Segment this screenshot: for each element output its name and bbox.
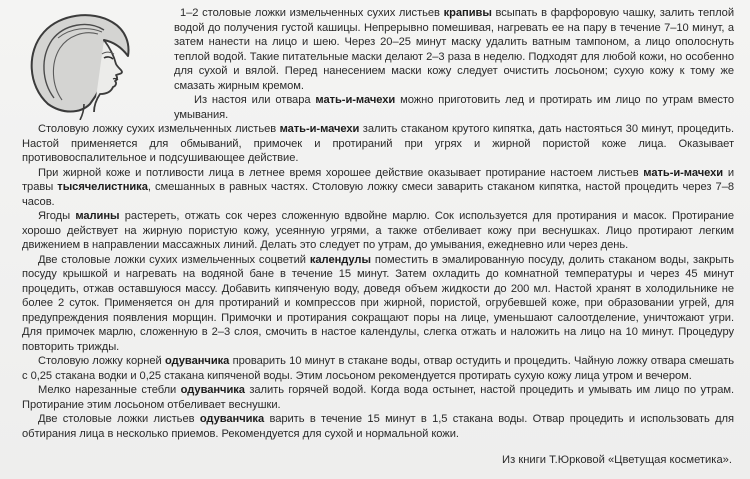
herb-name: одуванчика: [165, 355, 230, 367]
text: варить в течение 15 минут в 1,5 стакана воды. Отвар процедить и использовать для обтирания лица в несколько приемов. Рекомендуется для сухой и нормальной кожи.: [22, 413, 734, 440]
text: поместить в эмалированную посуду, долить стаканом воды, закрыть посуду крышкой и нагревать на водяной бане в течение 15 минут. Затем охладить до комнатной температуры и через 45 минут процедить, отжав оставшуюся массу. Добавить кипяченую воду, доведя объем жидкости до 200 мл. Настой хранят в холодильнике не более 2 суток. Применяется он для протираний и компрессов при жирной, пористой, огрубевшей коже, при образовании угрей, для предупреждения появления морщин. Примочки и протирания сокращают поры на лице, уменьшают салоотделение, уничтожают угри. Для примочек марлю, сложенную в 2–3 слоя, смочить в настое календулы, слегка отжать и наложить на лицо на 10 минут. Процедуру повторить трижды.: [22, 253, 734, 353]
text: Столовую ложку сухих измельченных листьев: [38, 123, 280, 135]
text: растереть, отжать сок через сложенную вдвойне марлю. Сок используется для протирания и масок. Протирание хорошо действует на жирную пористую кожу, усеянную угрями, а также отбеливает кожу при веснушках. Лицо протирают легким движением в направлении массажных линий. Делать это следует по утрам, до умывания, ежедневно или через день.: [22, 210, 734, 251]
herb-name: крапивы: [443, 7, 492, 19]
woman-portrait-icon: [18, 8, 168, 120]
herb-name: мать-и-мачехи: [643, 166, 724, 179]
paragraph-dandelion-roots: [22, 354, 734, 383]
paragraph-dandelion-leaves: [22, 412, 734, 441]
text: Столовую ложку корней: [38, 355, 166, 367]
text: проварить 10 минут в стакане воды, отвар остудить и процедить. Чайную ложку отвара смешать с 0,25 стакана водки и 0,25 стакана кипяченой воды. Этим лосьоном рекомендуется протирать сухую кожу лица утром и вечером.: [22, 355, 735, 382]
paragraph-dandelion-stems: [22, 383, 734, 412]
text: Ягоды: [38, 210, 76, 222]
top-block: [22, 6, 734, 122]
text: залить стаканом крутого кипятка, дать настояться 30 минут, процедить. Настой применяется для обмываний, примочек и протираний при угрях и жирной пористой коже лица. Оказывает противовоспалительное и подсушивающее действие.: [22, 123, 734, 164]
text: Две столовые ложки листьев: [38, 413, 200, 425]
text: можно приготовить лед и протирать им лицо по утрам вместо умывания.: [174, 94, 734, 121]
text: всыпать в фарфоровую чашку, залить теплой водой до получения густой кашицы. Непрерывно помешивая, нагревать ее на пару в течение 7–10 минут, а затем нанести на лицо и шею. Через 20–25 минут маску удалить ватным тампоном, а лицо ополоснуть теплой водой. Такие питательные маски делают 2–3 раза в неделю. Подходят для любой кожи, но особенно для сухой и вялой. Перед нанесением маски кожу следует очистить лосьоном; сухую кожу к тому же смазать жирным кремом.: [174, 7, 734, 92]
paragraph-coltsfoot-yarrow: [22, 166, 734, 210]
herb-name: тысячелистника: [57, 181, 148, 193]
book-credit: Из книги Т.Юрковой «Цветущая косметика».: [502, 454, 732, 466]
herb-name: одуванчика: [199, 413, 265, 425]
paragraph-raspberry: [22, 209, 734, 253]
text: 1–2 столовые ложки измельченных сухих листьев: [180, 7, 444, 19]
text: Две столовые ложки сухих измельченных соцветий: [38, 253, 310, 266]
text: залить горячей водой. Когда вода остынет, настой процедить и умывать им лицо по утрам. Протирание этим лосьоном отбеливает веснушки.: [22, 384, 734, 411]
herb-name: мать-и-мачехи: [315, 94, 396, 106]
text: и травы: [22, 166, 734, 193]
text: , смешанных в равных частях. Столовую ложку смеси заварить стаканом кипятка, настой процедить через 7–8 часов.: [22, 181, 734, 208]
herb-name: малины: [75, 210, 120, 222]
text: Мелко нарезанные стебли: [38, 384, 181, 396]
text: При жирной коже и потливости лица в летнее время хорошее действие оказывает протирание настоем листьев: [38, 166, 644, 179]
herb-name: календулы: [309, 253, 371, 266]
paragraph-coltsfoot-infusion: [22, 122, 734, 166]
herb-name: одуванчика: [180, 384, 245, 396]
paragraph-calendula: [22, 253, 734, 355]
herb-name: мать-и-мачехи: [279, 123, 360, 135]
text: Из настоя или отвара: [194, 94, 316, 106]
